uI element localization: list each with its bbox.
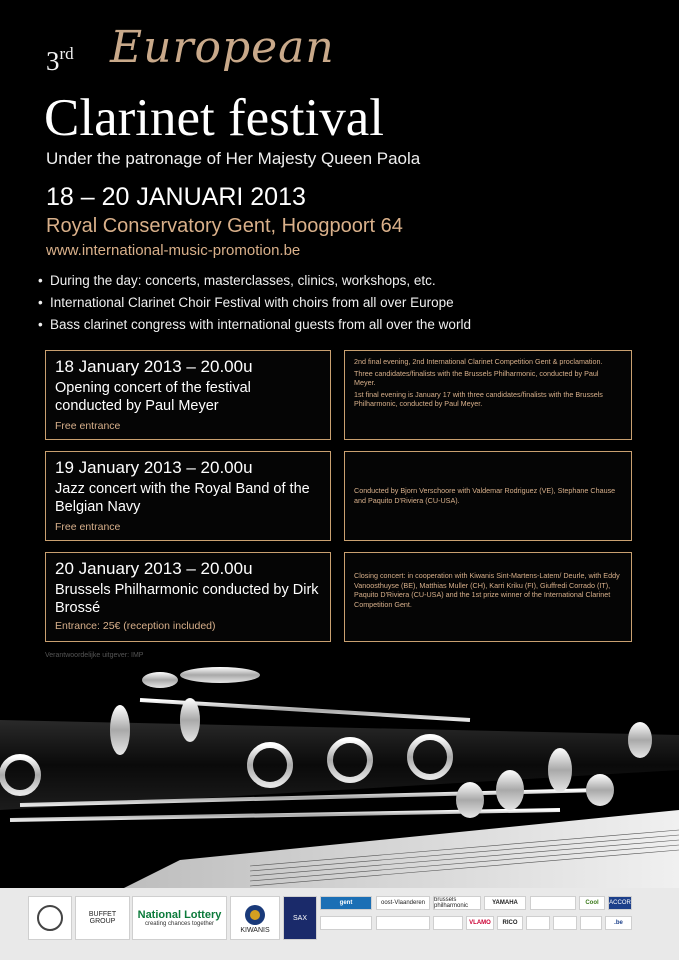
logo-national-lottery	[132, 896, 227, 940]
event-entrance: Free entrance	[55, 420, 121, 432]
logo-sponsor	[580, 916, 602, 930]
kiwanis-icon	[243, 903, 267, 927]
edition-number: 3rd	[46, 44, 74, 76]
logo-brussels-philharmonic: brussels philharmonic	[433, 896, 481, 910]
logo-sax: SAX	[283, 896, 317, 940]
logo-yamaha: YAMAHA	[484, 896, 526, 910]
highlights-list	[38, 270, 471, 336]
event-detail-line: Conducted by Bjorn Verschoore with Valdemar Rodriguez (VE), Stephane Chause and Paquito D'Riviera (CU-USA).	[354, 486, 616, 505]
national-lottery-name: National Lottery	[137, 909, 222, 921]
crest-icon	[35, 903, 65, 933]
logo-rico: RICO	[497, 916, 523, 930]
event-title: Opening concert of the festival conducted by Paul Meyer	[55, 380, 251, 414]
list-item: • International Clarinet Choir Festival with choirs from all over Europe	[38, 292, 471, 314]
event-detail-18-jan	[344, 350, 632, 440]
logo-sponsor	[376, 916, 430, 930]
logo-crest	[28, 896, 72, 940]
website-link[interactable]: www.international-music-promotion.be	[46, 242, 301, 259]
national-lottery-tagline: creating chances together	[144, 921, 215, 927]
clarinet-illustration	[0, 660, 679, 890]
logo-gent: gent	[320, 896, 372, 910]
event-detail-20-jan	[344, 552, 632, 642]
venue-address: Royal Conservatory Gent, Hoogpoort 64	[46, 215, 403, 237]
event-detail-19-jan	[344, 451, 632, 541]
event-date: 20 January 2013 – 20.00u	[55, 559, 253, 578]
event-detail-line: Closing concert: in cooperation with Kiwanis Sint-Martens-Latem/ Deurle, with Eddy Vanoosthuyse (BE), Matthias Muller (CH), Karri Kriku (FI), Giuffredi Corrado (IT), Paquito D'Riviera (CU-USA) and the 1st prize winner of the International Clarinet Competition Gent.	[354, 571, 620, 609]
list-item: • During the day: concerts, masterclasses, clinics, workshops, etc.	[38, 270, 471, 292]
event-entrance: Entrance: 25€ (reception included)	[55, 620, 216, 632]
event-detail-line: Three candidates/finalists with the Brussels Philharmonic, conducted by Paul Meyer.	[354, 368, 599, 388]
event-card-18-jan	[45, 350, 331, 440]
event-date: 18 January 2013 – 20.00u	[55, 357, 253, 376]
european-script-title: European	[110, 22, 335, 73]
logo-accor: ACCOR	[608, 896, 632, 910]
event-title: Brussels Philharmonic conducted by Dirk Brossé	[55, 582, 319, 616]
kiwanis-label: KIWANIS	[240, 926, 270, 934]
patronage-line: Under the patronage of Her Majesty Queen Paola	[46, 149, 421, 168]
logo-vlamo: VLAMO	[466, 916, 494, 930]
logo-buffet-group: BUFFET GROUP	[75, 896, 130, 940]
event-entrance: Free entrance	[55, 521, 121, 533]
event-card-19-jan	[45, 451, 331, 541]
logo-kiwanis	[230, 896, 280, 940]
logo-be: .be	[605, 916, 632, 930]
list-item: • Bass clarinet congress with international guests from all over the world	[38, 314, 471, 336]
event-date: 19 January 2013 – 20.00u	[55, 458, 253, 477]
event-detail-line: 1st final evening is January 17 with three candidates/finalists with the Brussels Philharmonic, conducted by Paul Meyer.	[354, 389, 603, 409]
event-detail-line: 2nd final evening, 2nd International Clarinet Competition Gent & proclamation.	[354, 357, 603, 366]
logo-cool: Cool	[579, 896, 605, 910]
logo-sponsor	[553, 916, 577, 930]
logo-sponsor	[526, 916, 550, 930]
logo-sponsor	[320, 916, 372, 930]
event-card-20-jan	[45, 552, 331, 642]
logo-sponsor	[530, 896, 576, 910]
publisher-note: Verantwoordelijke uitgever: IMP	[45, 652, 144, 659]
event-title: Jazz concert with the Royal Band of the Belgian Navy	[55, 481, 310, 515]
festival-title: Clarinet festival	[44, 89, 384, 147]
sheet-music	[120, 810, 679, 890]
logo-sponsor	[433, 916, 463, 930]
festival-dates: 18 – 20 JANUARI 2013	[46, 183, 306, 211]
logo-oost-vlaanderen: oost-Vlaanderen	[376, 896, 430, 910]
